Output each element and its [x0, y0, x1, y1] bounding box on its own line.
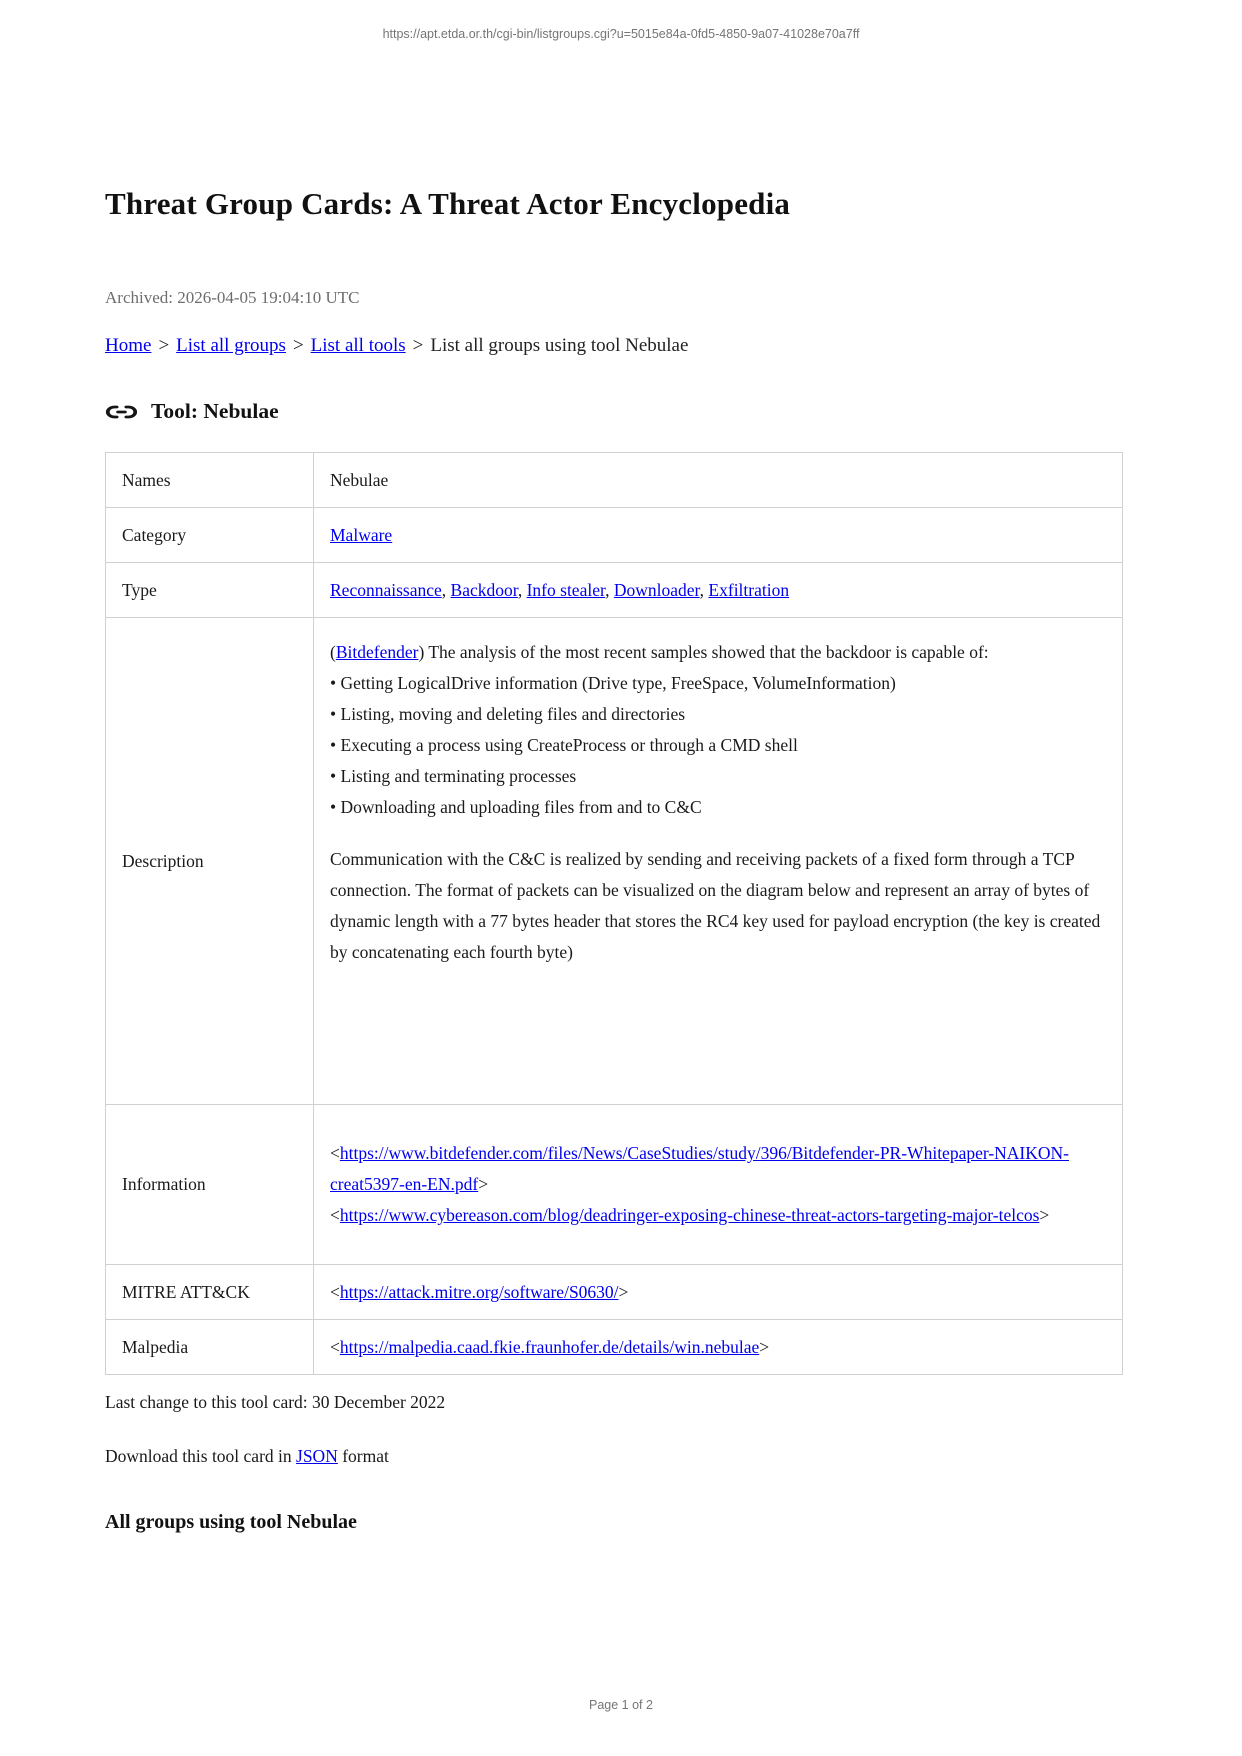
- angle-bracket-close: >: [618, 1281, 629, 1302]
- description-bullet: • Downloading and uploading files from and to C&C: [330, 797, 702, 817]
- table-row-names: [106, 453, 1123, 508]
- type-link-info-stealer[interactable]: Info stealer: [526, 579, 606, 600]
- type-separator: ,: [605, 579, 614, 600]
- row-value-information: [314, 1105, 1123, 1265]
- type-link-downloader[interactable]: Downloader: [613, 579, 700, 600]
- angle-bracket-close: >: [1039, 1205, 1050, 1225]
- table-row-category: [106, 508, 1123, 563]
- tool-heading-label: Tool: Nebulae: [151, 399, 279, 423]
- type-separator: ,: [441, 579, 451, 600]
- angle-bracket-open: <: [330, 1281, 340, 1302]
- bitdefender-whitepaper-link[interactable]: https://www.bitdefender.com/files/News/CaseStudies/study/396/Bitdefender-PR-Whitepaper-NAIKON-creat5397-en-EN.pdf: [330, 1143, 1070, 1194]
- table-row-information: [106, 1105, 1123, 1265]
- angle-bracket-close: >: [478, 1174, 489, 1194]
- json-download-link[interactable]: JSON: [296, 1446, 338, 1466]
- breadcrumb-separator: >: [158, 335, 170, 356]
- mitre-software-link[interactable]: https://attack.mitre.org/software/S0630/: [339, 1281, 619, 1302]
- row-value-names: Nebulae: [314, 453, 1123, 508]
- page-title: Threat Group Cards: A Threat Actor Encyclopedia: [105, 186, 791, 221]
- malpedia-details-link[interactable]: https://malpedia.caad.fkie.fraunhofer.de/details/win.nebulae: [339, 1336, 760, 1357]
- breadcrumb-separator: >: [292, 335, 304, 356]
- download-prefix: Download this tool card in: [105, 1446, 297, 1466]
- type-link-reconnaissance[interactable]: Reconnaissance: [330, 579, 442, 600]
- breadcrumb: [105, 335, 1123, 357]
- description-paragraph-2: Communication with the C&C is realized by sending and receiving packets of a fixed form through a TCP connection. The format of packets can be visualized on the diagram below and represent an array of bytes of dynamic length with a 77 bytes header that stores the RC4 key used for payload encryption (the key is created by concatenating each fourth byte): [330, 849, 1101, 962]
- tool-heading: [105, 399, 1123, 424]
- description-bullet: • Listing and terminating processes: [330, 766, 577, 786]
- tool-card-table: [105, 452, 1123, 1375]
- row-label-description: Description: [106, 618, 314, 1105]
- description-paragraph-1-text: ) The analysis of the most recent samples showed that the backdoor is capable of:: [418, 642, 989, 662]
- chain-link-icon: [105, 400, 138, 424]
- download-note: [105, 1446, 1123, 1467]
- paren-open: (: [330, 642, 336, 662]
- type-separator: ,: [699, 579, 709, 600]
- table-row-description: [106, 618, 1123, 1105]
- cybereason-blog-link[interactable]: https://www.cybereason.com/blog/deadringer-exposing-chinese-threat-actors-targeting-major-telcos: [339, 1205, 1040, 1225]
- download-suffix: format: [337, 1446, 389, 1466]
- type-separator: ,: [517, 579, 527, 600]
- row-label-mitre: MITRE ATT&CK: [106, 1265, 314, 1320]
- type-link-exfiltration[interactable]: Exfiltration: [708, 579, 790, 600]
- row-value-mitre: [314, 1265, 1123, 1320]
- archived-timestamp: Archived: 2026-04-05 19:04:10 UTC: [105, 288, 360, 307]
- angle-bracket-open: <: [330, 1205, 340, 1225]
- print-header-url: https://apt.etda.or.th/cgi-bin/listgroups.cgi?u=5015e84a-0fd5-4850-9a07-41028e70a7ff: [382, 27, 860, 41]
- angle-bracket-open: <: [330, 1143, 340, 1163]
- row-value-type: [314, 563, 1123, 618]
- breadcrumb-list-all-tools-link[interactable]: List all tools: [310, 335, 406, 356]
- row-label-information: Information: [106, 1105, 314, 1265]
- information-entry: [330, 1138, 1106, 1200]
- description-bullet: • Getting LogicalDrive information (Drive type, FreeSpace, VolumeInformation): [330, 673, 896, 693]
- information-entry: [330, 1200, 1106, 1231]
- description-bullet: • Executing a process using CreateProcess or through a CMD shell: [330, 735, 798, 755]
- table-row-malpedia: [106, 1320, 1123, 1375]
- row-value-malpedia: [314, 1320, 1123, 1375]
- description-bullet: • Listing, moving and deleting files and directories: [330, 704, 686, 724]
- table-row-mitre: [106, 1265, 1123, 1320]
- bitdefender-source-link[interactable]: Bitdefender: [335, 642, 419, 662]
- row-label-category: Category: [106, 508, 314, 563]
- description-paragraph-1: [330, 637, 1106, 668]
- type-link-backdoor[interactable]: Backdoor: [450, 579, 518, 600]
- row-label-malpedia: Malpedia: [106, 1320, 314, 1375]
- breadcrumb-list-all-groups-link[interactable]: List all groups: [176, 335, 286, 356]
- all-groups-heading: All groups using tool Nebulae: [105, 1511, 357, 1533]
- breadcrumb-current: List all groups using tool Nebulae: [430, 335, 689, 356]
- row-label-names: Names: [106, 453, 314, 508]
- category-malware-link[interactable]: Malware: [330, 524, 393, 545]
- row-label-type: Type: [106, 563, 314, 618]
- print-footer-page-number: Page 1 of 2: [589, 1698, 653, 1712]
- last-change-note: Last change to this tool card: 30 December 2022: [105, 1392, 446, 1412]
- row-value-category: [314, 508, 1123, 563]
- table-row-type: [106, 563, 1123, 618]
- angle-bracket-close: >: [759, 1336, 770, 1357]
- angle-bracket-open: <: [330, 1336, 340, 1357]
- row-value-description: [314, 618, 1123, 1105]
- breadcrumb-home-link[interactable]: Home: [105, 335, 152, 356]
- breadcrumb-separator: >: [412, 335, 424, 356]
